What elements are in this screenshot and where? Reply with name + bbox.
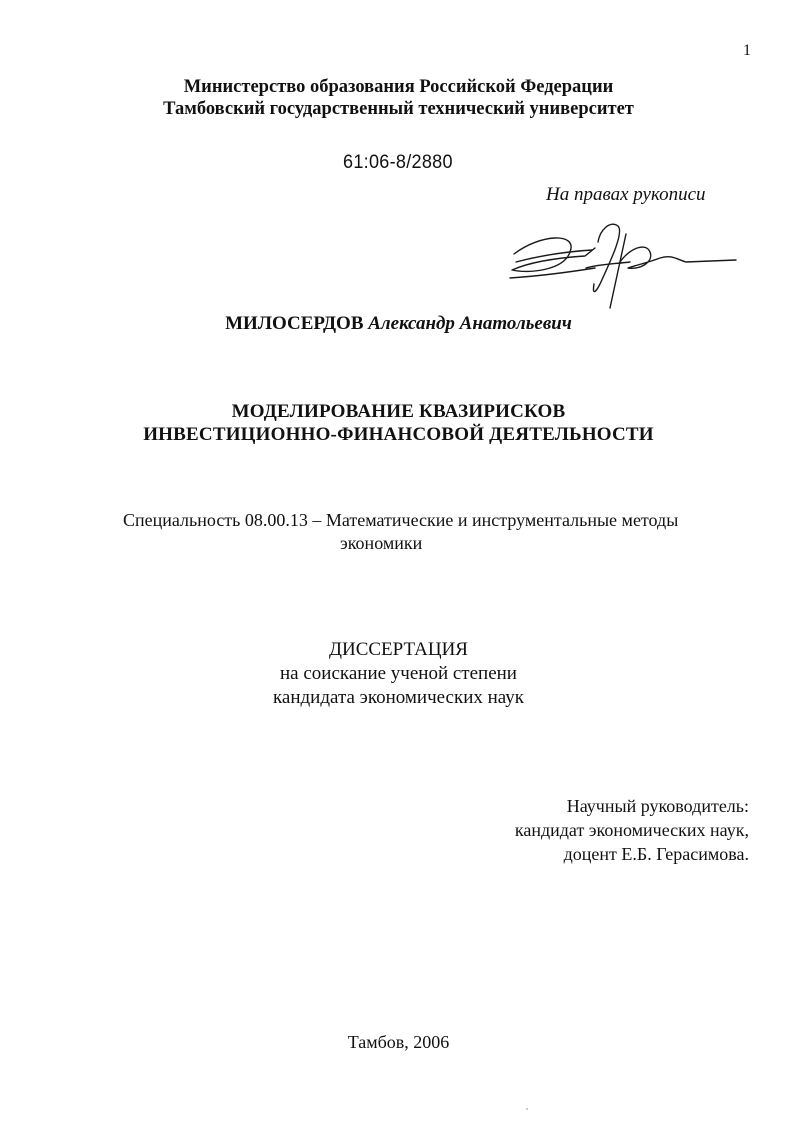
advisor-label: Научный руководитель:: [566, 796, 749, 816]
author-name: [0, 313, 797, 335]
document-type-heading: ДИССЕРТАЦИЯ: [329, 639, 468, 660]
advisor-degree: кандидат экономических наук,: [514, 820, 749, 840]
specialty-line-2: экономики: [340, 533, 423, 553]
specialty-line-1: Специальность 08.00.13 – Математические и инструментальные методы: [123, 510, 679, 530]
city-and-year: Тамбов, 2006: [347, 1032, 450, 1052]
degree-purpose-line-1: на соискание ученой степени: [280, 663, 517, 684]
author-given-names: Александр Анатольевич: [368, 313, 572, 334]
dissertation-title: [0, 400, 797, 446]
university-name: Тамбовский государственный технический университет: [163, 99, 634, 119]
author-surname: МИЛОСЕРДОВ: [225, 313, 364, 334]
manuscript-note: На правах рукописи: [546, 184, 706, 205]
document-type: [0, 638, 797, 710]
handwritten-signature: [500, 212, 745, 312]
page-number: 1: [743, 42, 751, 59]
title-line-2: ИНВЕСТИЦИОННО-ФИНАНСОВОЙ ДЕЯТЕЛЬНОСТИ: [143, 424, 654, 445]
ministry-name: Министерство образования Российской Федерации: [183, 77, 614, 97]
institution-header: [0, 76, 797, 120]
degree-purpose-line-2: кандидата экономических наук: [272, 687, 525, 708]
registration-code: 61:06-8/2880: [343, 152, 453, 173]
scientific-advisor: [515, 794, 749, 866]
title-line-1: МОДЕЛИРОВАНИЕ КВАЗИРИСКОВ: [231, 401, 566, 422]
signature-stroke: [510, 268, 595, 278]
advisor-name: доцент Е.Б. Герасимова.: [563, 844, 749, 864]
scan-speck: [526, 1108, 528, 1110]
signature-stroke: [620, 247, 736, 268]
signature-stroke: [610, 234, 626, 308]
